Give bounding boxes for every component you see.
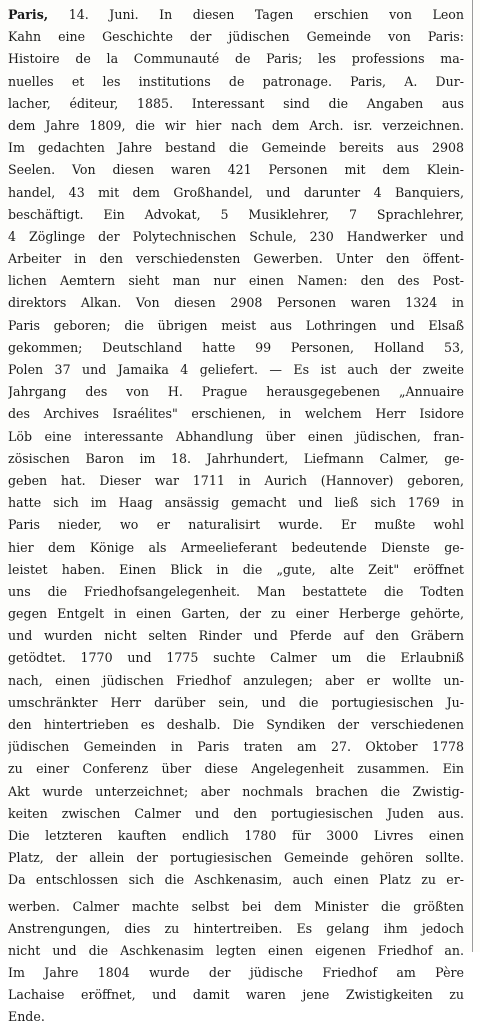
article-line: Paris, 14. Juni. In diesen Tagen erschien von Leon xyxy=(8,7,464,22)
article-line: getödtet. 1770 und 1775 suchte Calmer um die Erlaubniß xyxy=(8,650,464,666)
article-line: beschäftigt. Ein Advokat, 5 Musiklehrer, 7 Sprachlehrer, xyxy=(8,206,464,222)
article-text xyxy=(8,4,464,1029)
article-line: hatte sich im Haag ansässig gemacht und ließ sich 1769 in xyxy=(8,495,464,511)
article-line: Anstrengungen, dies zu hintertreiben. Es gelang ihm jedoch xyxy=(8,920,464,936)
article-line: Die letzteren kauften endlich 1780 für 3000 Livres einen xyxy=(8,827,464,843)
article-line: umschränkter Herr darüber sein, und die portugiesischen Ju- xyxy=(8,694,464,710)
article-line: direktors Alkan. Von diesen 2908 Personen waren 1324 in xyxy=(8,295,464,311)
article-line: Im Jahre 1804 wurde der jüdische Friedhof am Père xyxy=(8,965,464,981)
article-line: nach, einen jüdischen Friedhof anzulegen; aber er wollte un- xyxy=(8,672,464,688)
article-line: Ende. xyxy=(8,1009,45,1025)
article-line: 4 Zöglinge der Polytechnischen Schule, 230 Handwerker und xyxy=(8,228,464,244)
article-line: Löb eine interessante Abhandlung über einen jüdischen, fran- xyxy=(8,428,464,444)
article-line: gegen Entgelt in einen Garten, der zu einer Herberge gehörte, xyxy=(8,606,464,622)
article-line: jüdischen Gemeinden in Paris traten am 27. Oktober 1778 xyxy=(8,739,464,755)
article-line: keiten zwischen Calmer und den portugiesischen Juden aus. xyxy=(8,805,464,821)
article-line: den hintertrieben es deshalb. Die Syndiken der verschiedenen xyxy=(8,717,464,732)
article-line: uns die Friedhofsangelegenheit. Man bestattete die Todten xyxy=(8,583,464,599)
article-line: hier dem Könige als Armeelieferant bedeutende Dienste ge- xyxy=(8,539,464,555)
column-rule xyxy=(472,0,473,952)
article-line: lichen Aemtern sieht man nur einen Namen: den des Post- xyxy=(8,273,464,289)
article-line: Seelen. Von diesen waren 421 Personen mit dem Klein- xyxy=(8,162,464,178)
article-line: Im gedachten Jahre bestand die Gemeinde bereits aus 2908 xyxy=(8,140,464,156)
article-line: des Archives Israélites" erschienen, in welchem Herr Isidore xyxy=(8,406,464,422)
article-line: Akt wurde unterzeichnet; aber nochmals brachen die Zwistig- xyxy=(8,783,464,799)
article-line: zu einer Conferenz über diese Angelegenheit zusammen. Ein xyxy=(8,761,464,777)
article-line: Polen 37 und Jamaika 4 geliefert. — Es ist auch der zweite xyxy=(8,362,464,377)
article-line: leistet haben. Einen Blick in die „gute, alte Zeit" eröffnet xyxy=(8,561,464,577)
article-line: Histoire de la Communauté de Paris; les professions ma- xyxy=(8,51,464,67)
article-line: lacher, éditeur, 1885. Interessant sind die Angaben aus xyxy=(8,95,464,111)
article-line: Arbeiter in den verschiedensten Gewerben. Unter den öffent- xyxy=(8,251,464,267)
article-line: werben. Calmer machte selbst bei dem Minister die größten xyxy=(8,898,464,914)
article-line: geben hat. Dieser war 1711 in Aurich (Hannover) geboren, xyxy=(8,472,464,488)
dateline-place: Paris, xyxy=(8,7,49,22)
article-line: dem Jahre 1809, die wir hier nach dem Arch. isr. verzeichnen. xyxy=(8,117,464,133)
article-line: gekommen; Deutschland hatte 99 Personen, Holland 53, xyxy=(8,339,464,355)
article-line: Jahrgang des von H. Prague herausgegebenen „Annuaire xyxy=(8,384,464,400)
article-line: und wurden nicht selten Rinder und Pferde auf den Gräbern xyxy=(8,628,464,644)
article-line: Kahn eine Geschichte der jüdischen Gemeinde von Paris: xyxy=(8,29,464,45)
article-line: Da entschlossen sich die Aschkenasim, auch einen Platz zu er- xyxy=(8,872,464,888)
article-line: nicht und die Aschkenasim legten einen eigenen Friedhof an. xyxy=(8,942,464,958)
article-line: nuelles et les institutions de patronage. Paris, A. Dur- xyxy=(8,73,464,89)
article-line: Platz, der allein der portugiesischen Gemeinde gehören sollte. xyxy=(8,850,464,866)
article-line: zösischen Baron im 18. Jahrhundert, Liefmann Calmer, ge- xyxy=(8,450,464,466)
article-line: handel, 43 mit dem Großhandel, und darunter 4 Banquiers, xyxy=(8,184,464,200)
article-line: Paris nieder, wo er naturalisirt wurde. Er mußte wohl xyxy=(8,517,464,533)
article-line: Paris geboren; die übrigen meist aus Lothringen und Elsaß xyxy=(8,317,464,333)
article-line: Lachaise eröffnet, und damit waren jene Zwistigkeiten zu xyxy=(8,987,464,1003)
